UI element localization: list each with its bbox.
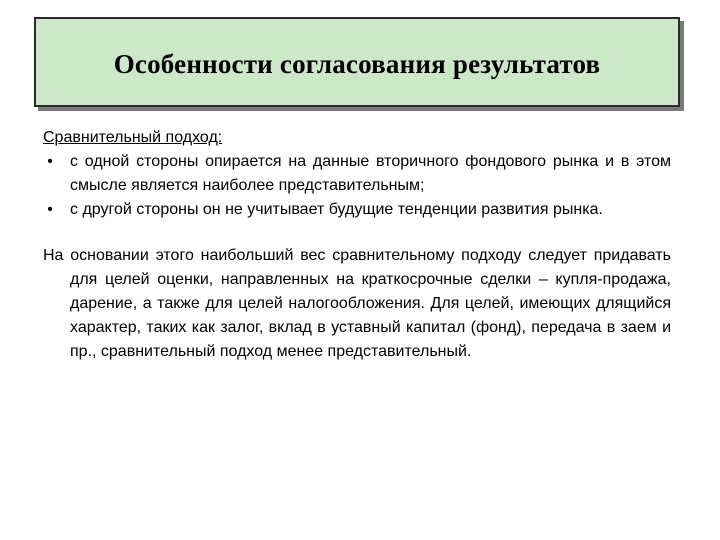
slide-title: Особенности согласования результатов [113,48,601,79]
slide-content [43,126,671,364]
bullet-icon: • [47,153,53,170]
bullet-list [43,150,671,222]
bullet-item [43,150,671,198]
bullet-text: с другой стороны он не учитывает будущие тенденции развития рынка. [70,201,603,218]
bullet-item [43,198,671,222]
section-heading: Сравнительный подход: [43,129,223,146]
slide-title-box [34,17,680,107]
conclusion-paragraph: На основании этого наибольший вес сравнительному подходу следует придавать для целей оценки, направленных на краткосрочные сделки – купля-продажа, дарение, а также для целей налогообложения. Для целей, имеющих длящийся характер, таких как залог, вклад в уставный капитал (фонд), передача в заем и пр., сравнительный подход менее представительный. [43,247,671,360]
bullet-icon: • [47,201,53,218]
bullet-text: с одной стороны опирается на данные вторичного фондового рынка и в этом смысле является наиболее представительным; [70,153,671,194]
